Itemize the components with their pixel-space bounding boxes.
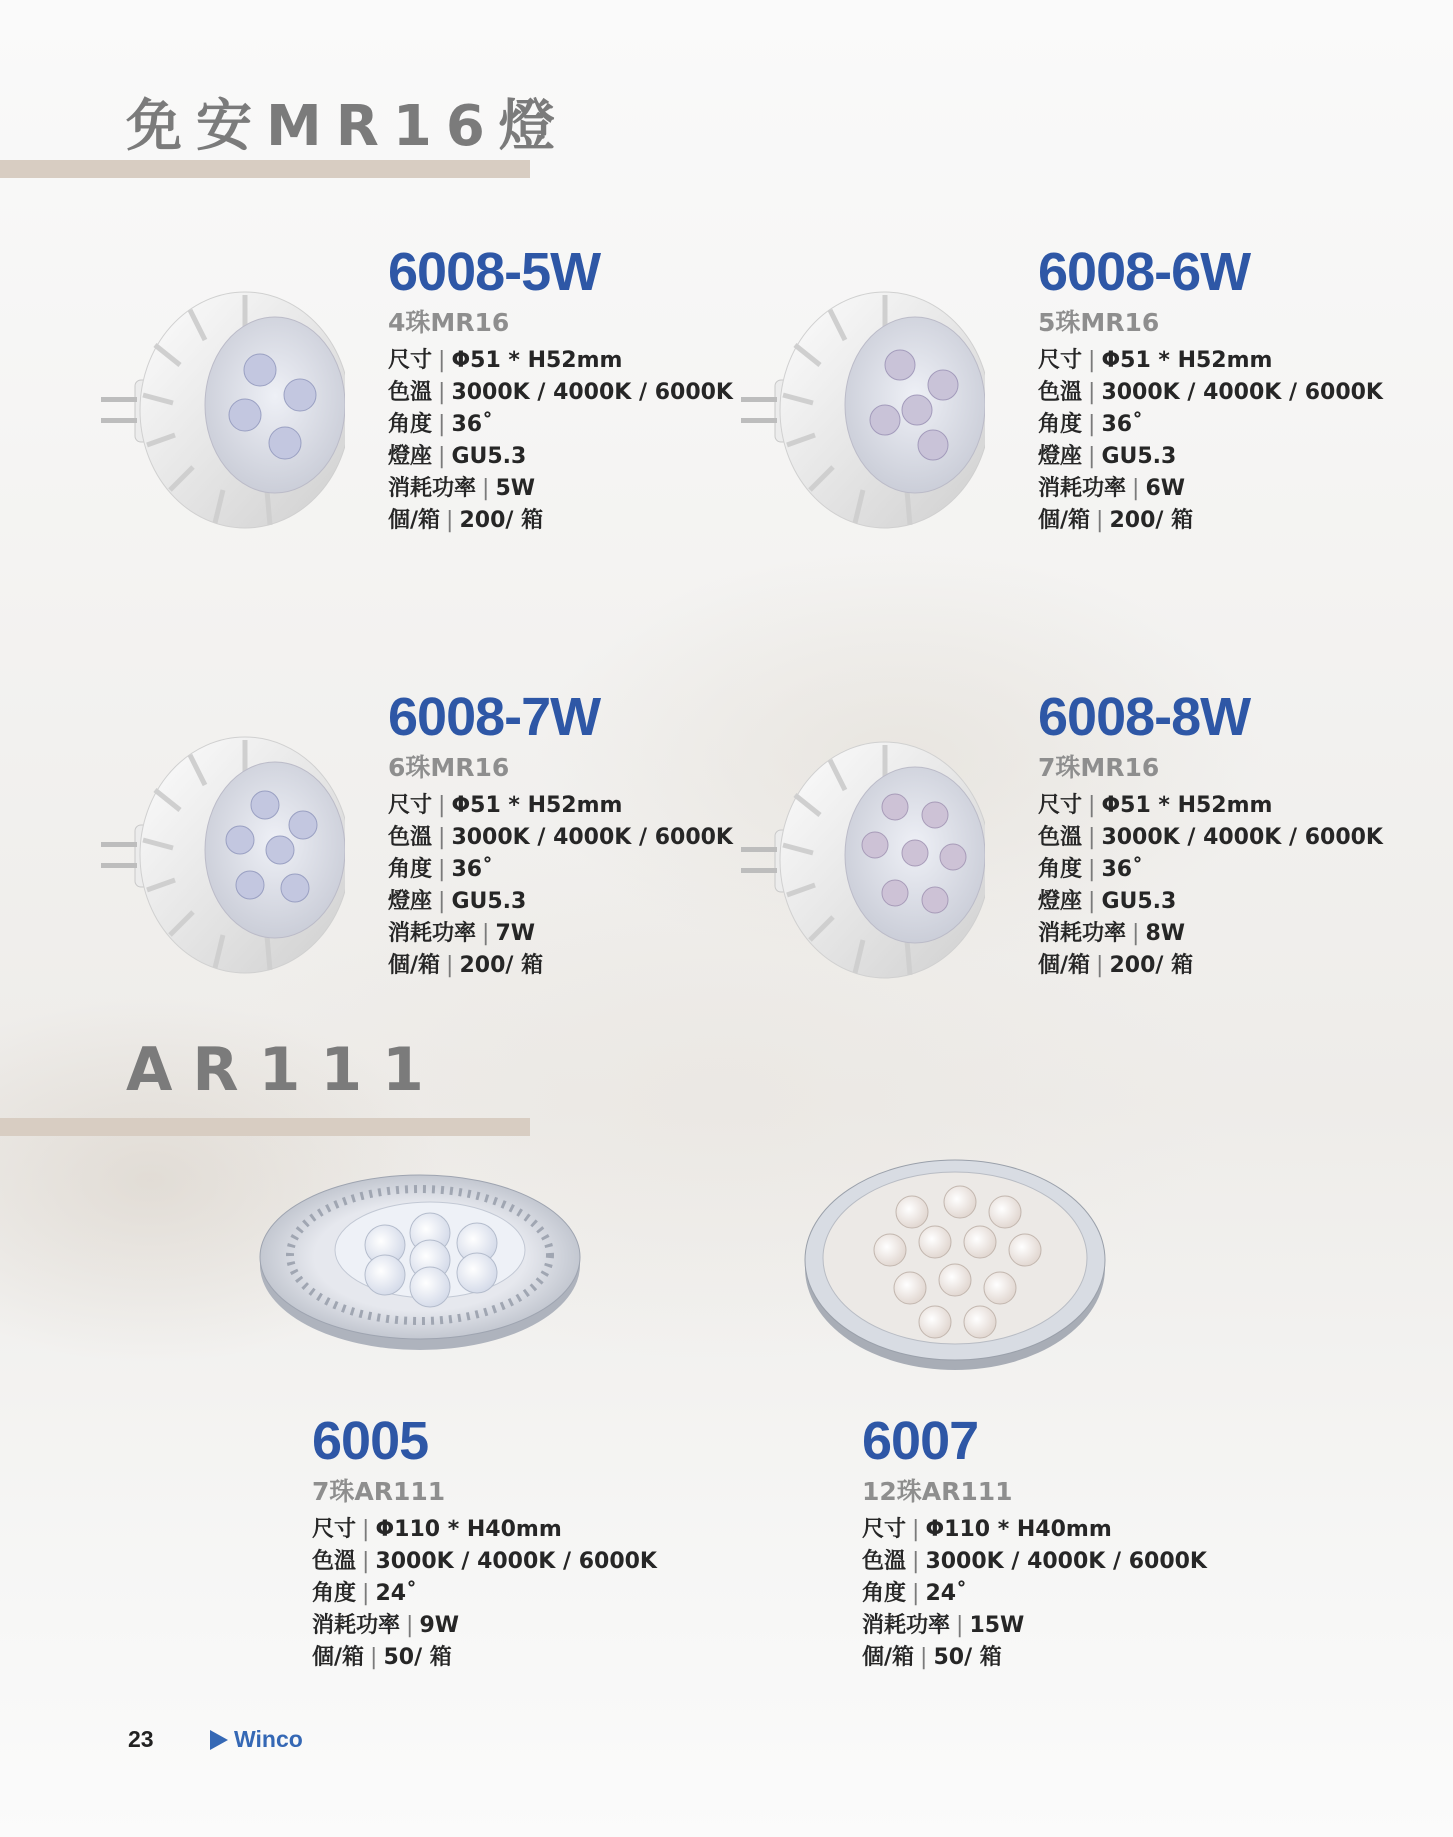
spec-row <box>1038 505 1383 537</box>
spec-separator: | <box>482 921 490 946</box>
spec-list <box>1038 345 1383 537</box>
spec-list <box>1038 790 1383 982</box>
spec-separator: | <box>438 889 446 914</box>
spec-label: 消耗功率 <box>862 1613 951 1638</box>
spec-separator: | <box>438 412 446 437</box>
spec-label: 尺寸 <box>1038 348 1083 373</box>
spec-list <box>862 1514 1207 1674</box>
spec-row <box>1038 377 1383 409</box>
spec-value: Φ51 * H52mm <box>1101 348 1273 373</box>
spec-value: 24˚ <box>375 1581 418 1606</box>
spec-value: 200/ 箱 <box>1109 508 1194 533</box>
page-number: 23 <box>128 1726 154 1752</box>
spec-separator: | <box>1088 793 1096 818</box>
spec-row <box>388 377 733 409</box>
spec-value: Φ51 * H52mm <box>451 793 623 818</box>
spec-row <box>862 1642 1207 1674</box>
spec-value: GU5.3 <box>451 444 527 469</box>
spec-value: 36˚ <box>1101 412 1144 437</box>
spec-label: 燈座 <box>388 444 433 469</box>
spec-label: 色溫 <box>1038 380 1083 405</box>
spec-separator: | <box>406 1613 414 1638</box>
spec-row <box>388 822 733 854</box>
spec-row <box>1038 409 1383 441</box>
spec-value: 36˚ <box>451 857 494 882</box>
spec-label: 角度 <box>388 857 433 882</box>
spec-separator: | <box>438 793 446 818</box>
mr16-7led-image <box>735 735 985 985</box>
play-triangle-icon <box>210 1730 228 1750</box>
spec-value: GU5.3 <box>1101 889 1177 914</box>
spec-separator: | <box>438 825 446 850</box>
spec-value: 6W <box>1145 476 1186 501</box>
spec-separator: | <box>446 508 454 533</box>
spec-separator: | <box>1088 348 1096 373</box>
spec-value: Φ110 * H40mm <box>375 1517 562 1542</box>
spec-list <box>388 790 733 982</box>
product-6005 <box>312 1412 657 1674</box>
spec-separator: | <box>370 1645 378 1670</box>
product-model: 6008-8W <box>1038 687 1251 747</box>
spec-value: 9W <box>419 1613 460 1638</box>
spec-label: 燈座 <box>388 889 433 914</box>
section-title-mr16: 免安MR16燈 <box>126 94 569 159</box>
spec-separator: | <box>1132 476 1140 501</box>
product-subtitle: 6珠MR16 <box>388 753 510 782</box>
spec-separator: | <box>1096 508 1104 533</box>
product-subtitle: 12珠AR111 <box>862 1477 1013 1506</box>
product-6008-8w <box>1038 688 1383 982</box>
product-subtitle: 4珠MR16 <box>388 308 510 337</box>
product-6008-5w <box>388 243 733 537</box>
spec-separator: | <box>1088 444 1096 469</box>
spec-row <box>388 345 733 377</box>
spec-value: 200/ 箱 <box>459 953 544 978</box>
spec-row <box>388 790 733 822</box>
spec-value: Φ51 * H52mm <box>1101 793 1273 818</box>
spec-label: 色溫 <box>312 1549 357 1574</box>
spec-separator: | <box>1088 380 1096 405</box>
spec-value: 15W <box>969 1613 1025 1638</box>
spec-value: 3000K / 4000K / 6000K <box>451 380 733 405</box>
brand-name: Winco <box>234 1726 303 1752</box>
section-divider-mr16 <box>0 160 530 178</box>
spec-row <box>312 1514 657 1546</box>
spec-value: GU5.3 <box>451 889 527 914</box>
spec-value: 3000K / 4000K / 6000K <box>1101 825 1383 850</box>
spec-label: 色溫 <box>862 1549 907 1574</box>
spec-row <box>1038 441 1383 473</box>
spec-label: 消耗功率 <box>1038 921 1127 946</box>
spec-label: 色溫 <box>388 380 433 405</box>
spec-label: 角度 <box>312 1581 357 1606</box>
spec-label: 角度 <box>1038 857 1083 882</box>
product-subtitle: 5珠MR16 <box>1038 308 1160 337</box>
spec-label: 角度 <box>862 1581 907 1606</box>
spec-separator: | <box>482 476 490 501</box>
spec-separator: | <box>438 444 446 469</box>
spec-row <box>1038 473 1383 505</box>
spec-value: 3000K / 4000K / 6000K <box>925 1549 1207 1574</box>
spec-label: 消耗功率 <box>1038 476 1127 501</box>
spec-separator: | <box>446 953 454 978</box>
spec-value: 200/ 箱 <box>1109 953 1194 978</box>
product-model: 6007 <box>862 1411 979 1471</box>
spec-row <box>1038 345 1383 377</box>
spec-separator: | <box>912 1581 920 1606</box>
spec-row <box>388 950 733 982</box>
section-title-ar111: AR111 <box>126 1035 444 1105</box>
spec-separator: | <box>1132 921 1140 946</box>
spec-row <box>388 918 733 950</box>
spec-value: 7W <box>495 921 536 946</box>
spec-row <box>388 505 733 537</box>
spec-label: 尺寸 <box>1038 793 1083 818</box>
brand-logo <box>210 1726 303 1753</box>
product-model: 6008-5W <box>388 242 601 302</box>
spec-label: 消耗功率 <box>388 476 477 501</box>
spec-separator: | <box>1088 412 1096 437</box>
spec-value: 24˚ <box>925 1581 968 1606</box>
spec-value: GU5.3 <box>1101 444 1177 469</box>
product-model: 6008-6W <box>1038 242 1251 302</box>
spec-row <box>312 1546 657 1578</box>
spec-value: 3000K / 4000K / 6000K <box>1101 380 1383 405</box>
spec-row <box>388 409 733 441</box>
mr16-6led-image <box>95 730 345 980</box>
spec-separator: | <box>1096 953 1104 978</box>
spec-row <box>862 1578 1207 1610</box>
product-model: 6005 <box>312 1411 429 1471</box>
spec-value: 5W <box>495 476 536 501</box>
spec-value: 200/ 箱 <box>459 508 544 533</box>
spec-separator: | <box>362 1581 370 1606</box>
spec-separator: | <box>438 857 446 882</box>
spec-separator: | <box>438 348 446 373</box>
spec-label: 個/箱 <box>1038 953 1091 978</box>
spec-separator: | <box>956 1613 964 1638</box>
spec-row <box>1038 886 1383 918</box>
spec-label: 尺寸 <box>862 1517 907 1542</box>
spec-value: 50/ 箱 <box>383 1645 452 1670</box>
spec-label: 角度 <box>388 412 433 437</box>
spec-separator: | <box>912 1549 920 1574</box>
spec-label: 尺寸 <box>388 793 433 818</box>
spec-row <box>312 1610 657 1642</box>
spec-row <box>388 473 733 505</box>
spec-row <box>862 1610 1207 1642</box>
product-6008-7w <box>388 688 733 982</box>
spec-separator: | <box>1088 825 1096 850</box>
spec-row <box>388 886 733 918</box>
product-subtitle: 7珠MR16 <box>1038 753 1160 782</box>
spec-row <box>312 1642 657 1674</box>
spec-separator: | <box>1088 889 1096 914</box>
spec-row <box>312 1578 657 1610</box>
spec-list <box>312 1514 657 1674</box>
spec-separator: | <box>438 380 446 405</box>
section-divider-ar111 <box>0 1118 530 1136</box>
spec-separator: | <box>362 1549 370 1574</box>
spec-label: 個/箱 <box>312 1645 365 1670</box>
spec-value: 3000K / 4000K / 6000K <box>451 825 733 850</box>
spec-label: 燈座 <box>1038 889 1083 914</box>
spec-separator: | <box>1088 857 1096 882</box>
product-6007 <box>862 1412 1207 1674</box>
spec-row <box>1038 950 1383 982</box>
spec-row <box>862 1546 1207 1578</box>
product-subtitle: 7珠AR111 <box>312 1477 446 1506</box>
spec-label: 個/箱 <box>388 508 441 533</box>
spec-row <box>1038 854 1383 886</box>
spec-label: 色溫 <box>388 825 433 850</box>
spec-label: 尺寸 <box>312 1517 357 1542</box>
spec-label: 個/箱 <box>862 1645 915 1670</box>
spec-label: 個/箱 <box>1038 508 1091 533</box>
spec-label: 尺寸 <box>388 348 433 373</box>
spec-label: 角度 <box>1038 412 1083 437</box>
mr16-4led-image <box>95 285 345 535</box>
ar111-12led-image <box>800 1150 1110 1375</box>
product-model: 6008-7W <box>388 687 601 747</box>
spec-label: 消耗功率 <box>388 921 477 946</box>
spec-row <box>388 854 733 886</box>
spec-row <box>1038 822 1383 854</box>
spec-value: 36˚ <box>1101 857 1144 882</box>
spec-value: 36˚ <box>451 412 494 437</box>
spec-value: 50/ 箱 <box>933 1645 1002 1670</box>
spec-list <box>388 345 733 537</box>
spec-separator: | <box>920 1645 928 1670</box>
spec-row <box>1038 918 1383 950</box>
spec-label: 燈座 <box>1038 444 1083 469</box>
spec-value: 3000K / 4000K / 6000K <box>375 1549 657 1574</box>
spec-label: 消耗功率 <box>312 1613 401 1638</box>
spec-value: Φ51 * H52mm <box>451 348 623 373</box>
spec-separator: | <box>912 1517 920 1542</box>
ar111-7led-image <box>255 1165 585 1355</box>
spec-row <box>1038 790 1383 822</box>
mr16-5led-image <box>735 285 985 535</box>
spec-value: 8W <box>1145 921 1186 946</box>
spec-row <box>388 441 733 473</box>
spec-row <box>862 1514 1207 1546</box>
spec-label: 個/箱 <box>388 953 441 978</box>
spec-value: Φ110 * H40mm <box>925 1517 1112 1542</box>
spec-separator: | <box>362 1517 370 1542</box>
spec-label: 色溫 <box>1038 825 1083 850</box>
product-6008-6w <box>1038 243 1383 537</box>
